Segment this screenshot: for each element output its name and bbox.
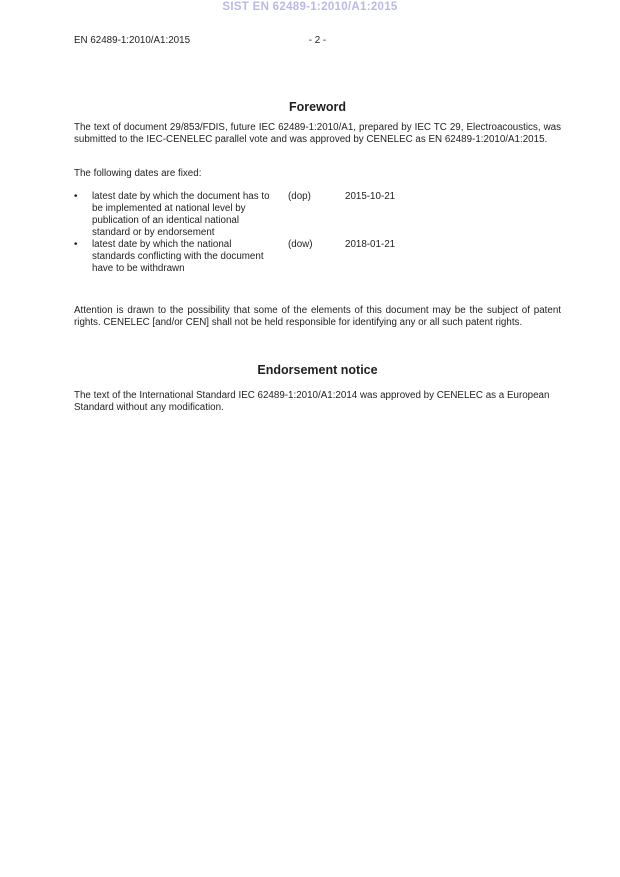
bullet-icon: • (74, 191, 78, 202)
page-number: - 2 - (308, 35, 327, 46)
dop-code: (dop) (288, 191, 311, 202)
foreword-paragraph: The text of document 29/853/FDIS, future IEC 62489-1:2010/A1, prepared by IEC TC 29, Electroacoustics, was submitted to the IEC-CENELEC parallel vote and was approved by CENELEC as EN 62489-1:2010/A1:2015. (74, 122, 561, 145)
document-reference: EN 62489-1:2010/A1:2015 (74, 35, 191, 46)
list-item-dop (74, 191, 561, 239)
dop-description: latest date by which the document has to be implemented at national level by publication of an identical national standard or by endorsement (92, 191, 270, 238)
endorsement-paragraph: The text of the International Standard IEC 62489-1:2010/A1:2014 was approved by CENELEC as a European Standard without any modification. (74, 390, 550, 413)
dow-code: (dow) (288, 239, 313, 250)
dop-date: 2015-10-21 (345, 191, 396, 202)
patent-rights-paragraph: Attention is drawn to the possibility that some of the elements of this document may be the subject of patent rights. CENELEC [and/or CEN] shall not be held responsible for identifying any or all such patent rights. (74, 305, 561, 328)
header-spacer (399, 35, 561, 47)
list-item-dow (74, 239, 561, 275)
endorsement-notice-heading: Endorsement notice (257, 363, 378, 377)
watermark-standard-id: SIST EN 62489-1:2010/A1:2015 (222, 1, 398, 13)
fixed-dates-list (74, 191, 561, 275)
bullet-icon: • (74, 239, 78, 250)
foreword-heading: Foreword (289, 100, 346, 114)
page-header-row (74, 35, 561, 47)
dow-description: latest date by which the national standards conflicting with the document have to be withdrawn (92, 239, 264, 274)
dates-intro-text: The following dates are fixed: (74, 168, 202, 179)
dow-date: 2018-01-21 (345, 239, 396, 250)
